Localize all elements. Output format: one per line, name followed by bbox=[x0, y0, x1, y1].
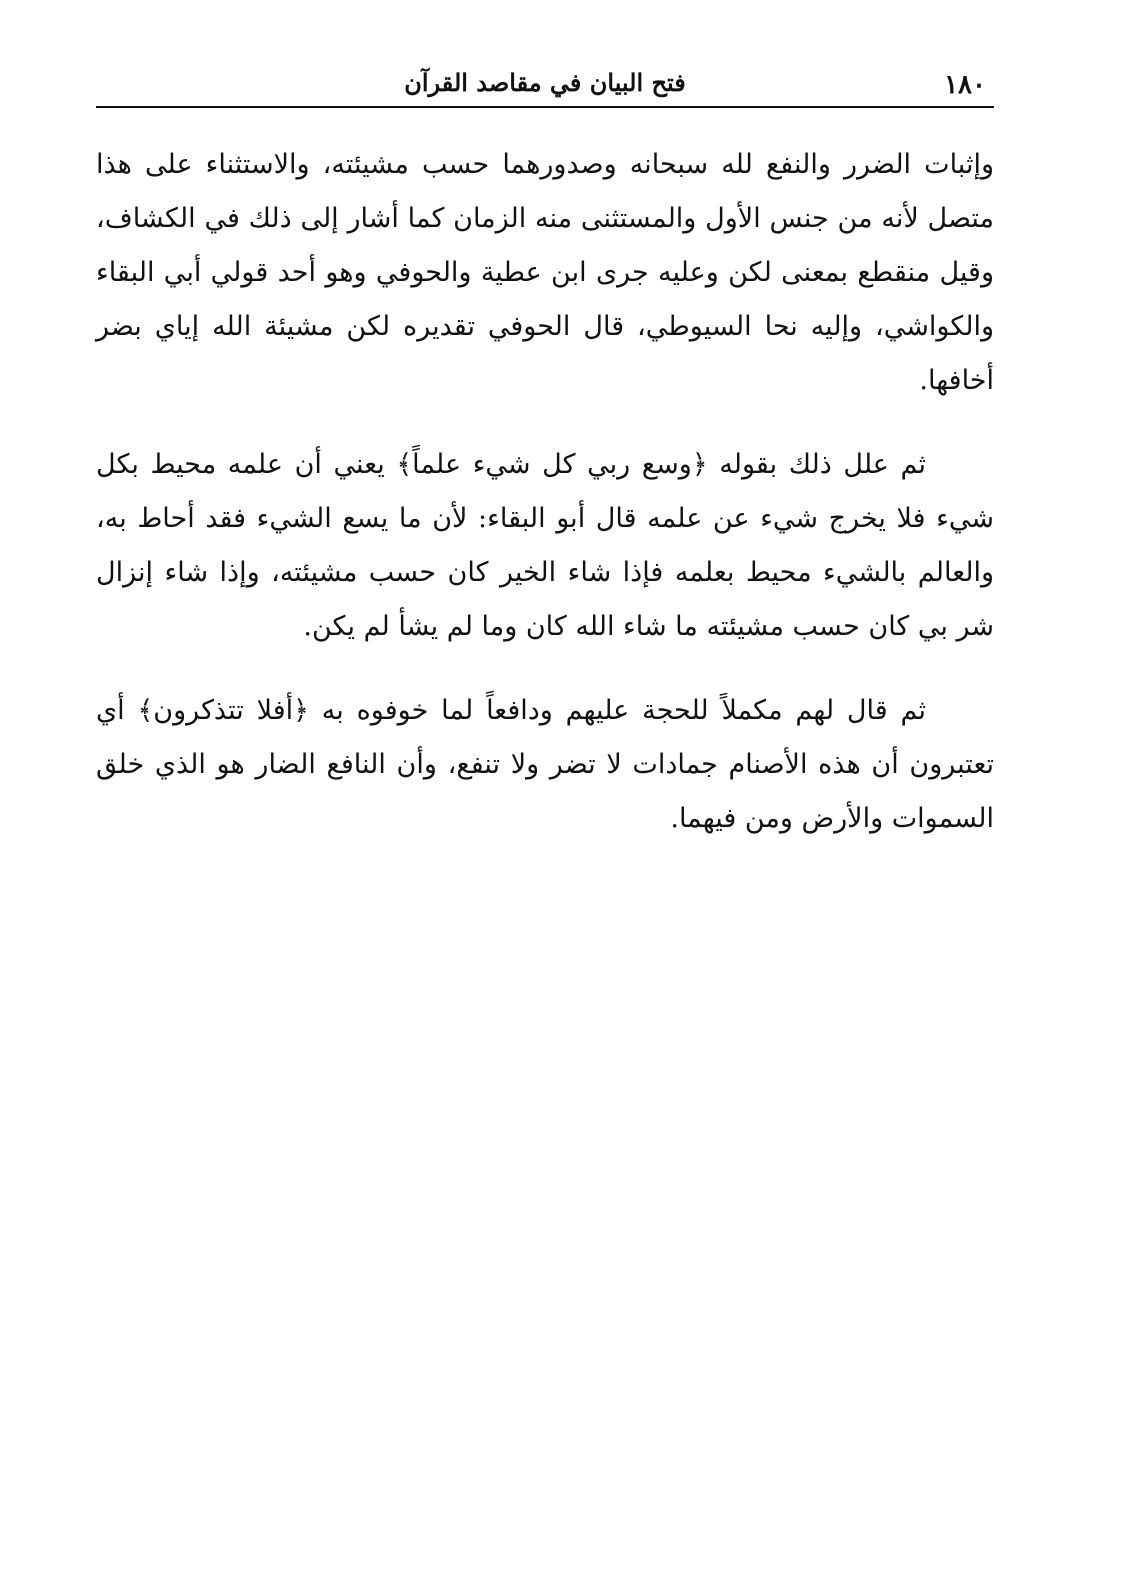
paragraph-1: وإثبات الضرر والنفع لله سبحانه وصدورهما حسب مشيئته، والاستثناء على هذا متصل لأنه من جنس الأول والمستثنى منه الزمان كما أشار إلى ذلك في الكشاف، وقيل منقطع بمعنى لكن وعليه جرى ابن عطية والحوفي وهو أحد قولي أبي البقاء والكواشي، وإليه نحا السيوطي، قال الحوفي تقديره لكن مشيئة الله إياي بضر أخافها. bbox=[96, 149, 994, 396]
paragraph-3: ثم قال لهم مكملاً للحجة عليهم ودافعاً لما خوفوه به ﴿أفلا تتذكرون﴾ أي تعتبرون أن هذه الأصنام جمادات لا تضر ولا تنفع، وأن النافع الضار هو الذي خلق السموات والأرض ومن فيهما. bbox=[96, 695, 994, 834]
page-header bbox=[96, 62, 994, 108]
paragraph-2: ثم علل ذلك بقوله ﴿وسع ربي كل شيء علماً﴾ يعني أن علمه محيط بكل شيء فلا يخرج شيء عن علمه قال أبو البقاء: لأن ما يسع الشيء فقد أحاط به، والعالم بالشيء محيط بعلمه فإذا شاء الخير كان حسب مشيئته، وإذا شاء إنزال شر بي كان حسب مشيئته ما شاء الله كان وما لم يشأ لم يكن. bbox=[96, 449, 994, 642]
running-title: فتح البيان في مقاصد القرآن bbox=[404, 68, 686, 97]
body-text bbox=[96, 138, 994, 846]
page-number: ١٨٠ bbox=[944, 70, 986, 100]
